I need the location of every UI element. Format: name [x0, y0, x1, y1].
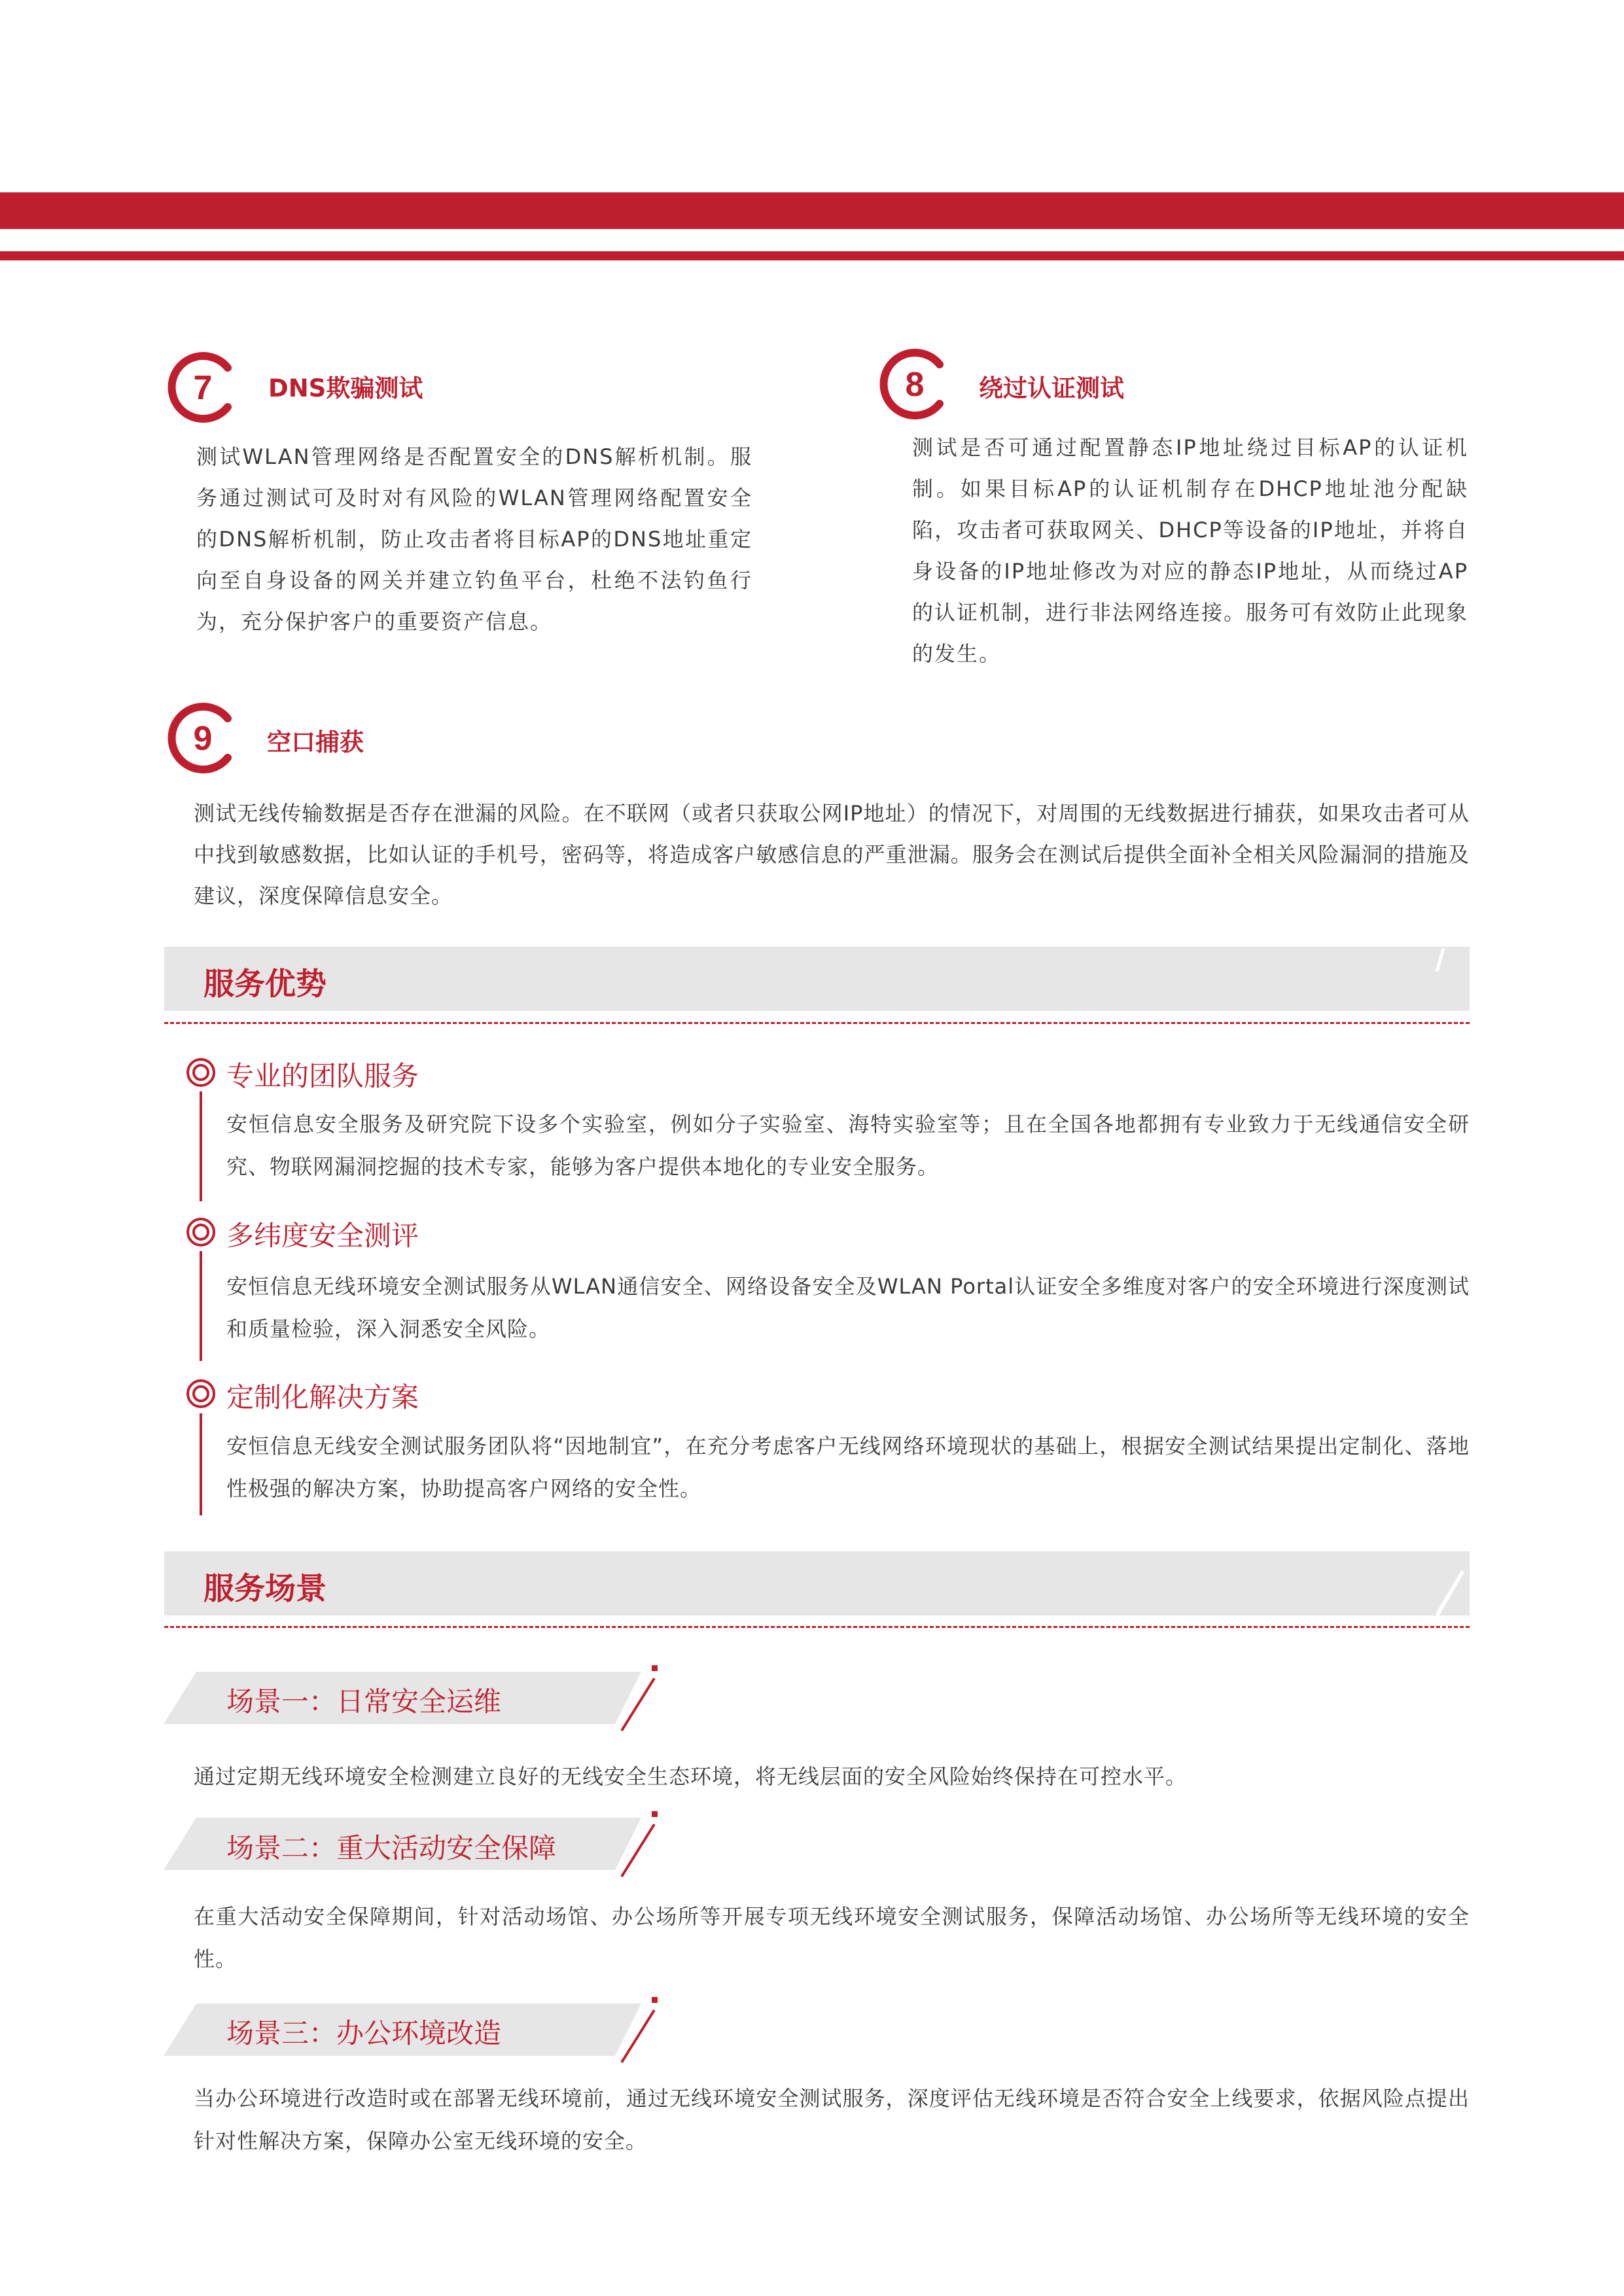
- scenarios-heading: 服务场景: [203, 1571, 327, 1607]
- advantages-banner: [164, 947, 1470, 1011]
- header-red-thin-bar: [0, 251, 1624, 260]
- target-icon: [185, 1056, 217, 1089]
- number-7: 7: [193, 369, 213, 407]
- advantage-3-title: 定制化解决方案: [226, 1381, 419, 1413]
- item-8-text: 测试是否可通过配置静态IP地址绕过目标AP的认证机制。如果目标AP的认证机制存在DHCP地址池分配缺陷，攻击者可获取网关、DHCP等设备的IP地址，并将自身设备的IP地址修改为对应的静态IP地址，从而绕过AP的认证机制，进行非法网络连接。服务可有效防止此现象的发生。: [912, 435, 1469, 666]
- scenarios-dashed-line: [164, 1626, 1470, 1628]
- target-icon: [185, 1377, 217, 1410]
- advantage-1-text: 安恒信息安全服务及研究院下设多个实验室，例如分子实验室、海特实验室等；且在全国各地都拥有专业致力于无线通信安全研究、物联网漏洞挖掘的技术专家，能够为客户提供本地化的专业安全服务。: [226, 1112, 1470, 1179]
- item-8-title: 绕过认证测试: [979, 374, 1124, 402]
- banner-slash-decoration: [1411, 947, 1450, 973]
- advantage-2-text: 安恒信息无线环境安全测试服务从WLAN通信安全、网络设备安全及WLAN Portal认证安全多维度对客户的安全环境进行深度测试和质量检验，深入洞悉安全风险。: [226, 1274, 1470, 1341]
- item-7-text: 测试WLAN管理网络是否配置安全的DNS解析机制。服务通过测试可及时对有风险的WLAN管理网络配置安全的DNS解析机制，防止攻击者将目标AP的DNS地址重定向至自身设备的网关并建立钓鱼平台，杜绝不法钓鱼行为，充分保护客户的重要资产信息。: [196, 444, 752, 634]
- banner-slash-decoration: [1411, 1551, 1470, 1616]
- item-9-title: 空口捕获: [267, 728, 364, 756]
- scenario-1-text: 通过定期无线环境安全检测建立良好的无线安全生态环境，将无线层面的安全风险始终保持在可控水平。: [194, 1764, 1188, 1789]
- advantage-3-text: 安恒信息无线安全测试服务团队将“因地制宜”，在充分考虑客户无线网络环境现状的基础上，根据安全测试结果提出定制化、落地性极强的解决方案，协助提高客户网络的安全性。: [226, 1434, 1470, 1501]
- advantage-1-title: 专业的团队服务: [226, 1060, 419, 1092]
- number-8: 8: [905, 366, 925, 404]
- item-9-text: 测试无线传输数据是否存在泄漏的风险。在不联网（或者只获取公网IP地址）的情况下，对周围的无线数据进行捕获，如果攻击者可从中找到敏感数据，比如认证的手机号，密码等，将造成客户敏感信息的严重泄漏。服务会在测试后提供全面补全相关风险漏洞的措施及建议，深度保障信息安全。: [194, 801, 1470, 908]
- scenario-2-title: 场景二：重大活动安全保障: [226, 1832, 557, 1864]
- advantage-2-rule: [200, 1251, 202, 1361]
- number-8-badge: [874, 345, 953, 423]
- target-icon: [185, 1216, 217, 1248]
- item-7-title: DNS欺骗测试: [268, 374, 423, 402]
- scenario-1-title: 场景一：日常安全运维: [226, 1686, 502, 1718]
- scenario-2-text: 在重大活动安全保障期间，针对活动场馆、办公场所等开展专项无线环境安全测试服务，保障活动场馆、办公场所等无线环境的安全性。: [194, 1904, 1470, 1971]
- advantages-dashed-line: [164, 1022, 1470, 1024]
- advantage-1-rule: [200, 1091, 202, 1201]
- number-7-badge: [162, 348, 241, 427]
- scenario-3-text: 当办公环境进行改造时或在部署无线环境前，通过无线环境安全测试服务，深度评估无线环境是否符合安全上线要求，依据风险点提出针对性解决方案，保障办公室无线环境的安全。: [194, 2086, 1470, 2153]
- number-9: 9: [193, 720, 213, 758]
- header-red-bar: [0, 192, 1624, 229]
- advantages-heading: 服务优势: [203, 966, 327, 1002]
- scenarios-banner: [164, 1551, 1470, 1616]
- advantage-3-rule: [200, 1413, 202, 1515]
- scenario-3-title: 场景三：办公环境改造: [226, 2017, 502, 2049]
- advantage-2-title: 多纬度安全测评: [226, 1220, 419, 1252]
- number-9-badge: [162, 699, 241, 777]
